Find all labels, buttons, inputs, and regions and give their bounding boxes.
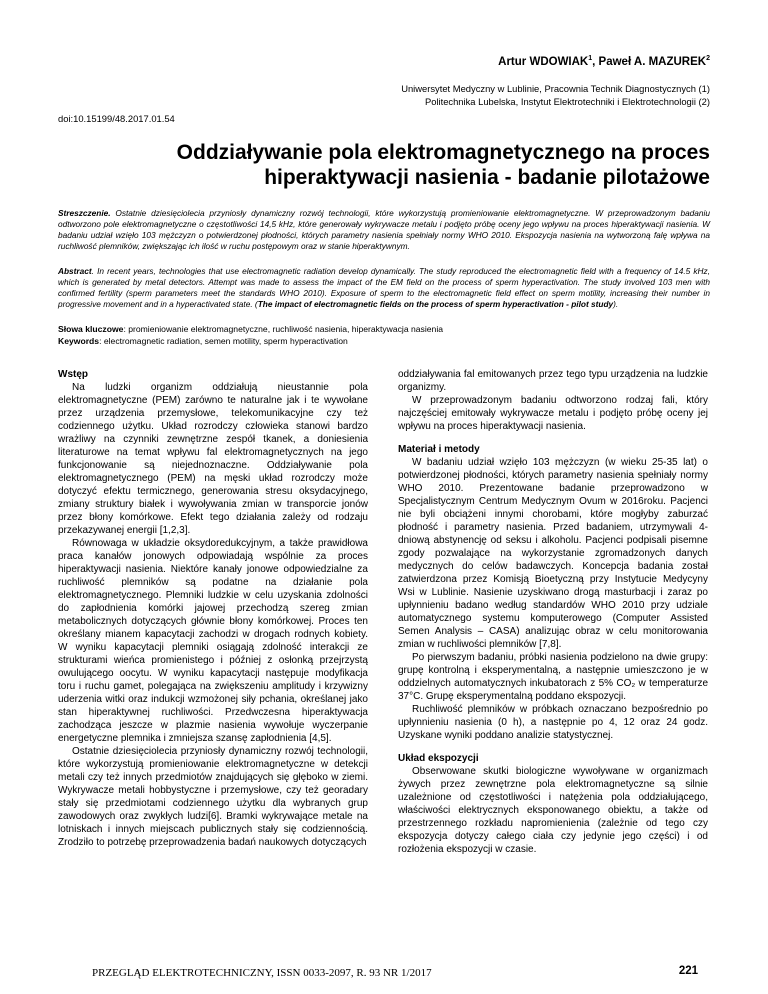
- author-2: Paweł A. MAZUREK: [598, 55, 707, 68]
- paragraph: W badaniu udział wzięło 103 mężczyzn (w wieku 25-35 lat) o potwierdzonej płodności, których parametry nasienia spełniały normy WHO 2010. Prezentowane badanie przeprowadzono w Specjalistycznym Centrum Medycznym Ovum w 2016roku. Pacjenci nie byli obciążeni innymi chorobami, które mogłyby zaburzać płodność i parametry nasienia. Przed badaniem, utrzymywali 4-dniową abstynencję od seksu i alkoholu. Pacjenci podpisali pisemne zgody pozwalające na wykorzystanie zgromadzonych danych medycznych do celów badawczych. Koncepcja badania został zatwierdzona przez Komisją Bioetyczną przy Instytucie Medycyny Wsi w Lublinie. Nasienie uzyskiwano drogą masturbacji i zaraz po upłynnieniu badano według standardów WHO 2010 przy udziale automatycznego systemu komputerowego (Computer Assisted Semen Analysis – CASA) analizując obraz w celu monitorowania zmian w ruchliwości plemników [7,8].: [398, 457, 708, 650]
- authors: [498, 55, 710, 68]
- paragraph: Obserwowane skutki biologiczne wywoływane w organizmach żywych przez zewnętrzne pola elektromagnetyczne są silnie uzależnione od częstotliwości i natężenia pola oddziałującego, właściwości elektrycznych eksponowanego obiektu, a także od przestrzennego rozkładu napromienienia (zależnie od tego czy ekspozycja dotyczy całego ciała czy jedynie jego części) i od rozłożenia ekspozycji w czasie.: [398, 766, 708, 855]
- author-2-sup: 2: [706, 55, 710, 62]
- abstract-pl-label: Streszczenie.: [58, 208, 111, 218]
- paragraph: Ruchliwość plemników w próbkach oznaczano bezpośrednio po upłynnieniu nasienia (0 h), a następnie po 4, 12 oraz 24 godz. Uzyskane wyniki poddano analizie statystycznej.: [398, 704, 708, 741]
- paragraph: oddziaływania fal emitowanych przez tego typu urządzenia na ludzkie organizmy.: [398, 369, 708, 393]
- paragraph: Ostatnie dziesięciolecia przyniosły dynamiczny rozwój technologii, które wykorzystują promieniowanie elektromagnetyczne w detekcji metali czy też innych przedmiotów znajdujących się głęboko w ziemi. Wykrywacze metali hobbystyczne i przemysłowe, czy też georadary stały się przedmiotami codziennego użytku dla wybranych grup zawodowych oraz zwykłych ludzi[6]. Bramki wykrywające metale na lotniskach i innych miejscach publicznych stały się codziennością. Zrodziło to potrzebę przeprowadzenia badań naukowych dotyczących: [58, 746, 368, 848]
- abstract-en-title: The impact of electromagnetic fields on the process of sperm hyperactivation - pilot study: [257, 299, 614, 309]
- right-column: [398, 368, 708, 856]
- keywords: [58, 323, 443, 347]
- author-separator: ,: [592, 55, 599, 68]
- paragraph: Po pierwszym badaniu, próbki nasienia podzielono na dwie grupy: grupę kontrolną i eksperymentalną, a następnie umieszczono je w oddzielnych automatycznych inkubatorach z 5% CO₂ w temperaturze 37°C. Grupę eksperymentalną poddano ekspozycji.: [398, 652, 708, 702]
- keywords-en-label: Keywords: [58, 336, 100, 346]
- abstract-en-text: . In recent years, technologies that use electromagnetic radiation develop dynamically. The study reproduced the electromagnetic field with a frequency of 14.5 kHz, which is generated by metal detectors. Attempt was made to assess the impact of the EM field on the process of sperm hyperactivation. The study involved 103 men with confirmed fertility (sperm parameters meet the standards WHO 2010). Exposure of sperm to the electromagnetic field effect on sperm motility, increasing their number in progressive movement and in a hyperactivated state. (: [58, 266, 710, 309]
- affiliation-2: Politechnika Lubelska, Instytut Elektrotechniki i Elektrotechnologii (2): [424, 95, 710, 107]
- keywords-pl-label: Słowa kluczowe: [58, 324, 124, 334]
- author-1: Artur WDOWIAK: [498, 55, 589, 68]
- left-column: [58, 368, 368, 849]
- author-1-sup: 1: [588, 55, 593, 62]
- abstract-pl: [58, 208, 710, 252]
- keywords-en-text: : electromagnetic radiation, semen motility, sperm hyperactivation: [99, 336, 348, 346]
- paper-title: [50, 140, 710, 190]
- abstract-en-end: ).: [613, 299, 619, 309]
- page-number: 221: [678, 965, 698, 977]
- section-heading-exposure: Układ ekspozycji: [398, 753, 479, 764]
- section-heading-methods: Materiał i metody: [398, 444, 480, 455]
- affiliation-1: Uniwersytet Medyczny w Lublinie, Pracownia Technik Diagnostycznych (1): [401, 83, 710, 94]
- paragraph: Równowaga w układzie oksydoredukcyjnym, a także prawidłowa praca kanałów jonowych odpowiadają wspólnie za proces hiperaktywacji nasienia. Niektóre kanały jonowe odpowiedzialne za ruchliwość plemników są podatne na działanie pola elektromagnetycznego. Plemniki ludzkie w celu uzyskania zdolności do zapłodnienia komórki jajowej przechodzą szereg zmian metabolicznych dotyczących głównie błony komórkowej. Proces ten określany mianem kapacytacji zachodzi w drogach rodnych kobiety. W wyniku kapacytacji plemniki osiągają zdolność interakcji ze strukturami wieńca promienistego i później z osłonką przejrzystą owulującego oocytu. W wyniku kapacytacji następuje modyfikacja toru i ruchu gamet, polegająca na zwiększeniu amplitudy i krzywizny uderzenia witki oraz indukcji wzmożonej siły pchania, określanej jako stan hiperaktywnej ruchliwości. Przedwczesna hiperaktywacja zachodząca jeszcze w plazmie nasienia wywołuje wyczerpanie energetyczne plemnika i zmniejsza szansę zapłodnienia [4,5].: [58, 538, 368, 744]
- section-heading-intro: Wstęp: [58, 369, 88, 380]
- keywords-en: [58, 335, 443, 347]
- abstract-pl-text: Ostatnie dziesięciolecia przyniosły dynamiczny rozwój technologii, które wykorzystują promieniowanie elektromagnetyczne. W przeprowadzonym badaniu odtworzono pole elektromagnetyczne o częstotliwości 14,5 kHz, które generowały wykrywacze metalu i podjęto próbę oceny jego wpływu na proces hiperaktywacji nasienia. W badaniu udział wzięło 103 mężczyzn o potwierdzonej płodności, których parametry nasienia spełniały normy WHO 2010. Ekspozycja nasienia na wytworzoną falę wpływa na ruchliwość plemników, zwiększając ich ilość w ruchu postępowym oraz w stanie hiperaktywnym.: [58, 208, 710, 251]
- paragraph: Na ludzki organizm oddziałują nieustannie pola elektromagnetyczne (PEM) zarówno te naturalne jak i te wywołane przez urządzenia przemysłowe, telekomunikacyjne czy też codziennego użytku. Układ rozrodczy człowieka stanowi bardzo wrażliwy na czynniki zewnętrzne zespół tkanek, a doniesienia literaturowe na temat wpływu fal elektromagnetycznych na jego funkcjonowanie są niejednoznaczne. Oddziaływanie pola elektromagnetycznego (PEM) na męski układ rozrodczy może dotyczyć efektu termicznego, generowania stresu oksydacyjnego, zmiany struktury białek i wywoływania zmian w transporcie jonów przez błony komórkowe. Efekt tego działania zależy od rodzaju przekazywanej energii [1,2,3].: [58, 382, 368, 536]
- abstract-en-label: Abstract: [58, 266, 92, 276]
- affiliations: [401, 83, 710, 108]
- abstract-en: [58, 266, 710, 310]
- keywords-pl: [58, 323, 443, 335]
- paragraph: W przeprowadzonym badaniu odtworzono rodzaj fali, który najczęściej emitowały wykrywacze metalu i podjęto próbę oceny jej wpływu na proces hiperaktywacji nasienia.: [398, 395, 708, 432]
- title-line-1: Oddziaływanie pola elektromagnetycznego na proces: [176, 141, 710, 164]
- doi: doi:10.15199/48.2017.01.54: [58, 113, 175, 124]
- title-line-2: hiperaktywacji nasienia - badanie pilotażowe: [264, 166, 710, 189]
- keywords-pl-text: : promieniowanie elektromagnetyczne, ruchliwość nasienia, hiperaktywacja nasienia: [123, 324, 444, 334]
- journal-footer: PRZEGLĄD ELEKTROTECHNICZNY, ISSN 0033-2097, R. 93 NR 1/2017: [92, 967, 432, 979]
